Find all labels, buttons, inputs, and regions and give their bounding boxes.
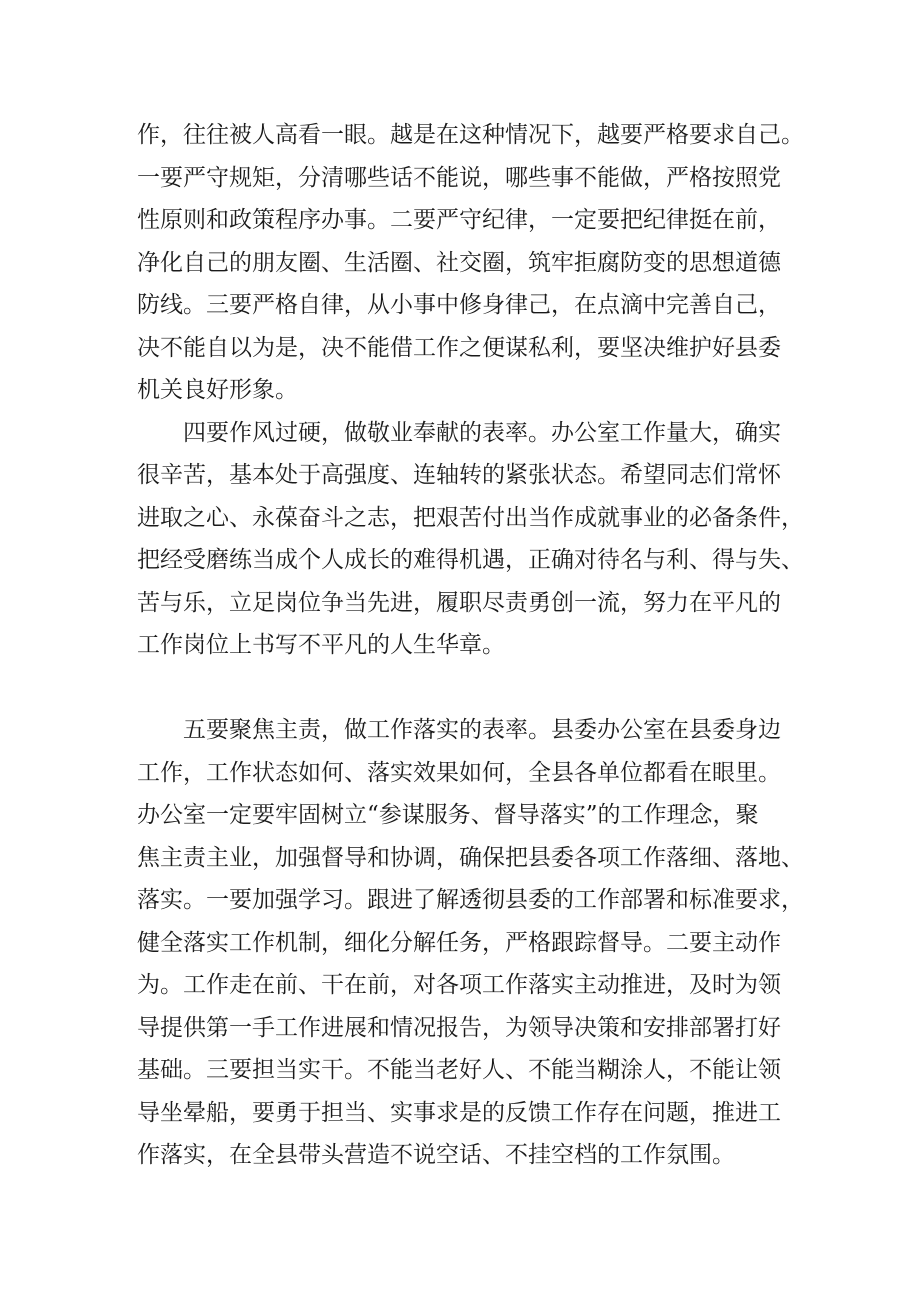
text-line: 基础。三要担当实干。不能当老好人、不能当糊涂人，不能让领 — [137, 1057, 781, 1083]
paragraph-1 — [137, 114, 817, 412]
text-line: 性原则和政策程序办事。二要严守纪律，一定要把纪律挺在前， — [137, 207, 781, 233]
text-line: 为。工作走在前、干在前，对各项工作落实主动推进，及时为领 — [137, 972, 781, 998]
text-line: 一要严守规矩，分清哪些话不能说，哪些事不能做，严格按照党 — [137, 164, 781, 191]
text-line: 决不能自以为是，决不能借工作之便谋私利，要坚决维护好县委 — [137, 334, 781, 361]
text-line: 作落实，在全县带头营造不说空话、不挂空档的工作氛围。 — [137, 1142, 735, 1168]
text-line: 焦主责主业，加强督导和协调，确保把县委各项工作落细、落地、 — [137, 844, 804, 871]
text-line: 很辛苦，基本处于高强度、连轴转的紧张状态。希望同志们常怀 — [137, 462, 781, 488]
text-line: 机关良好形象。 — [137, 377, 298, 403]
text-line — [137, 667, 817, 710]
text-line: 工作岗位上书写不平凡的人生华章。 — [137, 632, 505, 658]
text-line: 净化自己的朋友圈、生活圈、社交圈，筑牢拒腐防变的思想道德 — [137, 249, 781, 276]
text-line: 作，往往被人高看一眼。越是在这种情况下，越要严格要求自己。 — [137, 122, 804, 148]
text-line: 工作，工作状态如何、落实效果如何，全县各单位都看在眼里。 — [137, 759, 781, 786]
text-line: 苦与乐，立足岗位争当先进，履职尽责勇创一流，努力在平凡的 — [137, 589, 781, 616]
text-line: 导提供第一手工作进展和情况报告，为领导决策和安排部署打好 — [137, 1014, 781, 1041]
text-line: 防线。三要严格自律，从小事中修身律己，在点滴中完善自己， — [137, 292, 781, 318]
text-line: 进取之心、永葆奋斗之志，把艰苦付出当作成就事业的必备条件， — [137, 504, 804, 531]
document-body — [137, 114, 817, 1177]
text-line: 落实。一要加强学习。跟进了解透彻县委的工作部署和标准要求， — [137, 887, 804, 913]
text-line: 把经受磨练当成个人成长的难得机遇，正确对待名与利、得与失、 — [137, 547, 804, 573]
paragraph-2 — [137, 412, 817, 710]
paragraph-3 — [137, 709, 817, 1177]
text-line: 导坐晕船，要勇于担当、实事求是的反馈工作存在问题，推进工 — [137, 1099, 781, 1126]
text-line: 办公室一定要牢固树立“参谋服务、督导落实”的工作理念，聚 — [137, 802, 759, 828]
text-line: 五要聚焦主责，做工作落实的表率。县委办公室在县委身边 — [183, 717, 781, 743]
text-line: 健全落实工作机制，细化分解任务，严格跟踪督导。二要主动作 — [137, 929, 781, 956]
text-line: 四要作风过硬，做敬业奉献的表率。办公室工作量大，确实 — [183, 419, 781, 446]
